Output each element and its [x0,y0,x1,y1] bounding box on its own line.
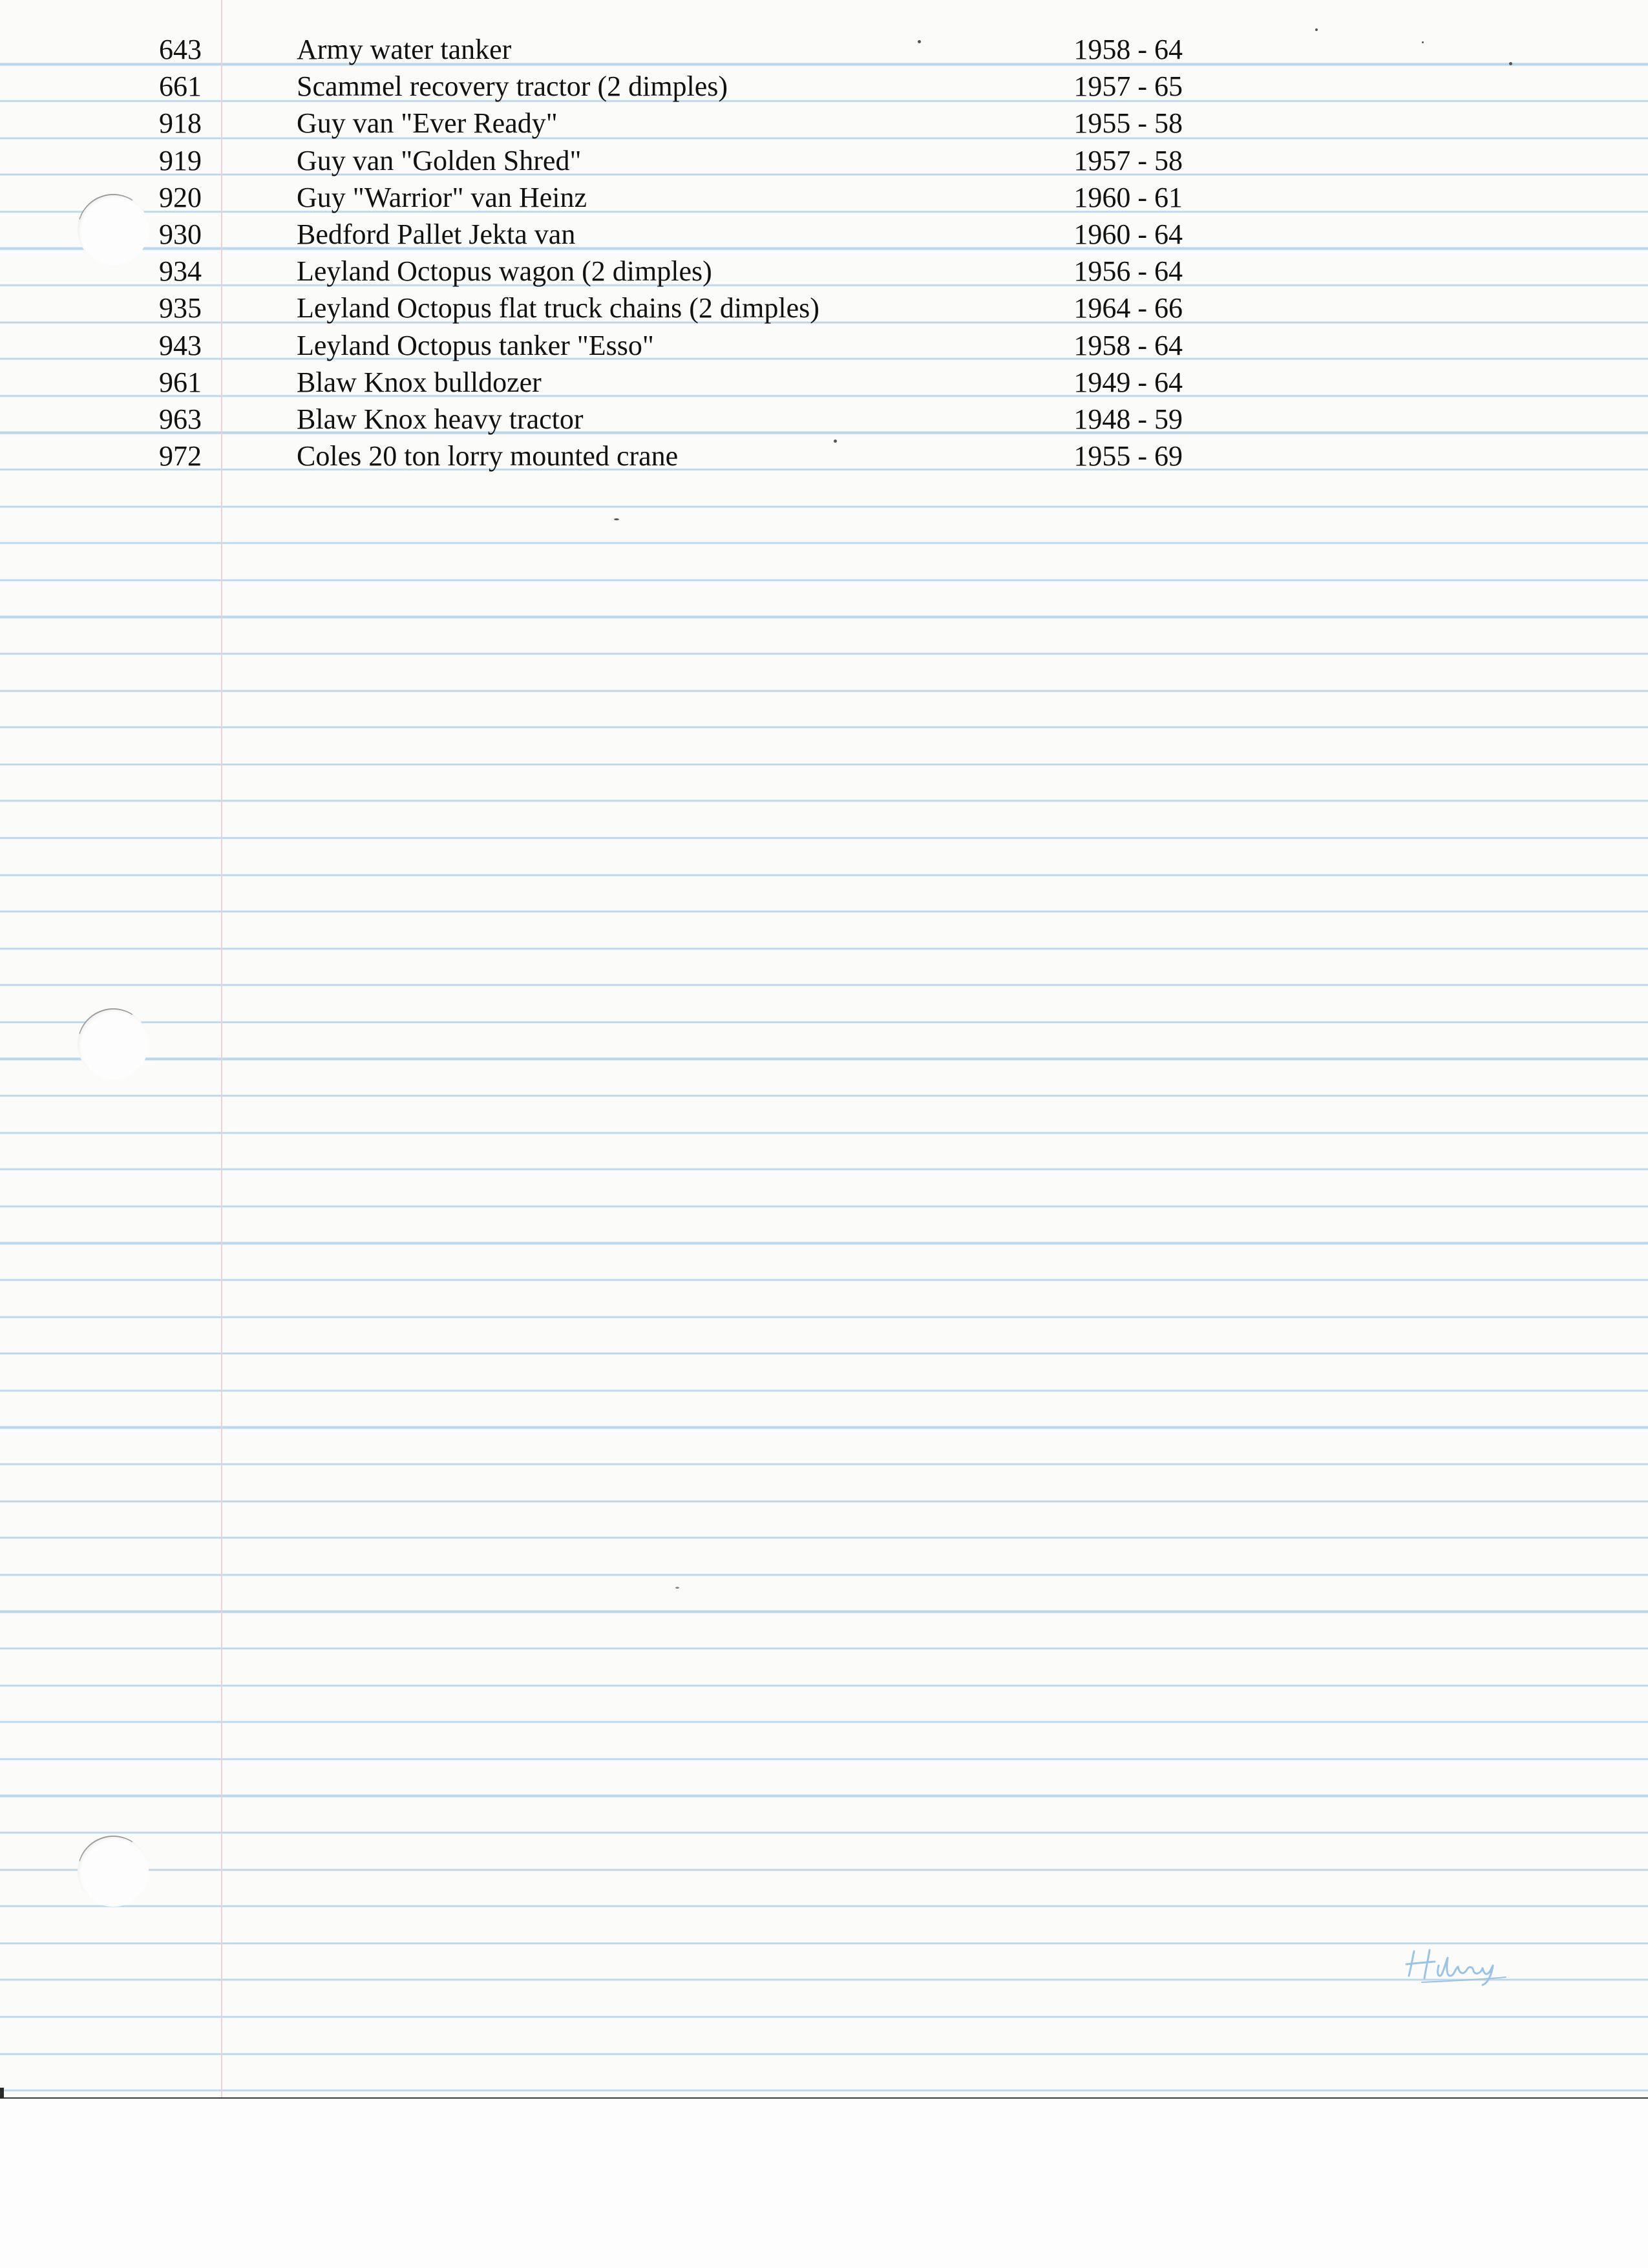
model-number: 919 [159,144,202,176]
punch-hole-bottom [78,1836,149,1907]
list-item [0,140,1648,176]
list-item [0,176,1648,213]
punch-hole-middle [78,1008,149,1079]
scan-speck [1509,62,1512,65]
production-years: 1957 - 58 [1073,144,1183,176]
list-item [0,213,1648,250]
model-description: Scammel recovery tractor (2 dimples) [297,70,728,103]
model-description: Bedford Pallet Jekta van [297,218,576,250]
model-number: 643 [159,34,202,65]
list-item [0,287,1648,324]
model-number: 930 [159,218,202,250]
scan-speck [1315,28,1318,31]
list-item [0,28,1648,65]
model-description: Guy van "Ever Ready" [297,107,558,140]
hilroy-logo [1396,1942,1525,1987]
model-number: 963 [159,403,202,435]
production-years: 1955 - 58 [1073,107,1183,140]
scan-speck [918,40,921,43]
model-number: 918 [159,107,202,140]
model-list [0,28,1648,472]
model-description: Leyland Octopus wagon (2 dimples) [297,255,712,288]
list-item [0,361,1648,398]
list-item [0,398,1648,435]
model-number: 943 [159,329,202,361]
production-years: 1960 - 61 [1073,181,1183,213]
model-number: 961 [159,366,202,398]
list-item [0,102,1648,139]
scan-speck [675,1587,679,1589]
model-number: 920 [159,181,202,213]
scan-speck [1422,41,1424,43]
list-item [0,250,1648,287]
model-description: Blaw Knox bulldozer [297,366,542,398]
model-description: Guy "Warrior" van Heinz [297,181,587,213]
model-description: Army water tanker [297,34,512,65]
list-item [0,435,1648,472]
model-number: 661 [159,70,202,103]
list-item [0,65,1648,102]
model-number: 972 [159,440,202,472]
scan-speck [614,518,619,520]
model-description: Coles 20 ton lorry mounted crane [297,440,679,472]
production-years: 1948 - 59 [1073,403,1183,435]
production-years: 1964 - 66 [1073,292,1183,324]
production-years: 1958 - 64 [1073,34,1183,65]
production-years: 1949 - 64 [1073,366,1183,398]
model-number: 935 [159,292,202,324]
scan-speck [834,440,837,443]
production-years: 1958 - 64 [1073,329,1183,361]
model-description: Blaw Knox heavy tractor [297,403,584,435]
production-years: 1960 - 64 [1073,218,1183,250]
model-description: Leyland Octopus tanker "Esso" [297,329,654,361]
production-years: 1955 - 69 [1073,440,1183,472]
model-description: Leyland Octopus flat truck chains (2 dimples) [297,292,819,324]
list-item [0,324,1648,361]
scanner-background [0,2099,1648,2268]
production-years: 1956 - 64 [1073,255,1183,288]
model-description: Guy van "Golden Shred" [297,144,582,176]
model-number: 934 [159,255,202,288]
production-years: 1957 - 65 [1073,70,1183,103]
